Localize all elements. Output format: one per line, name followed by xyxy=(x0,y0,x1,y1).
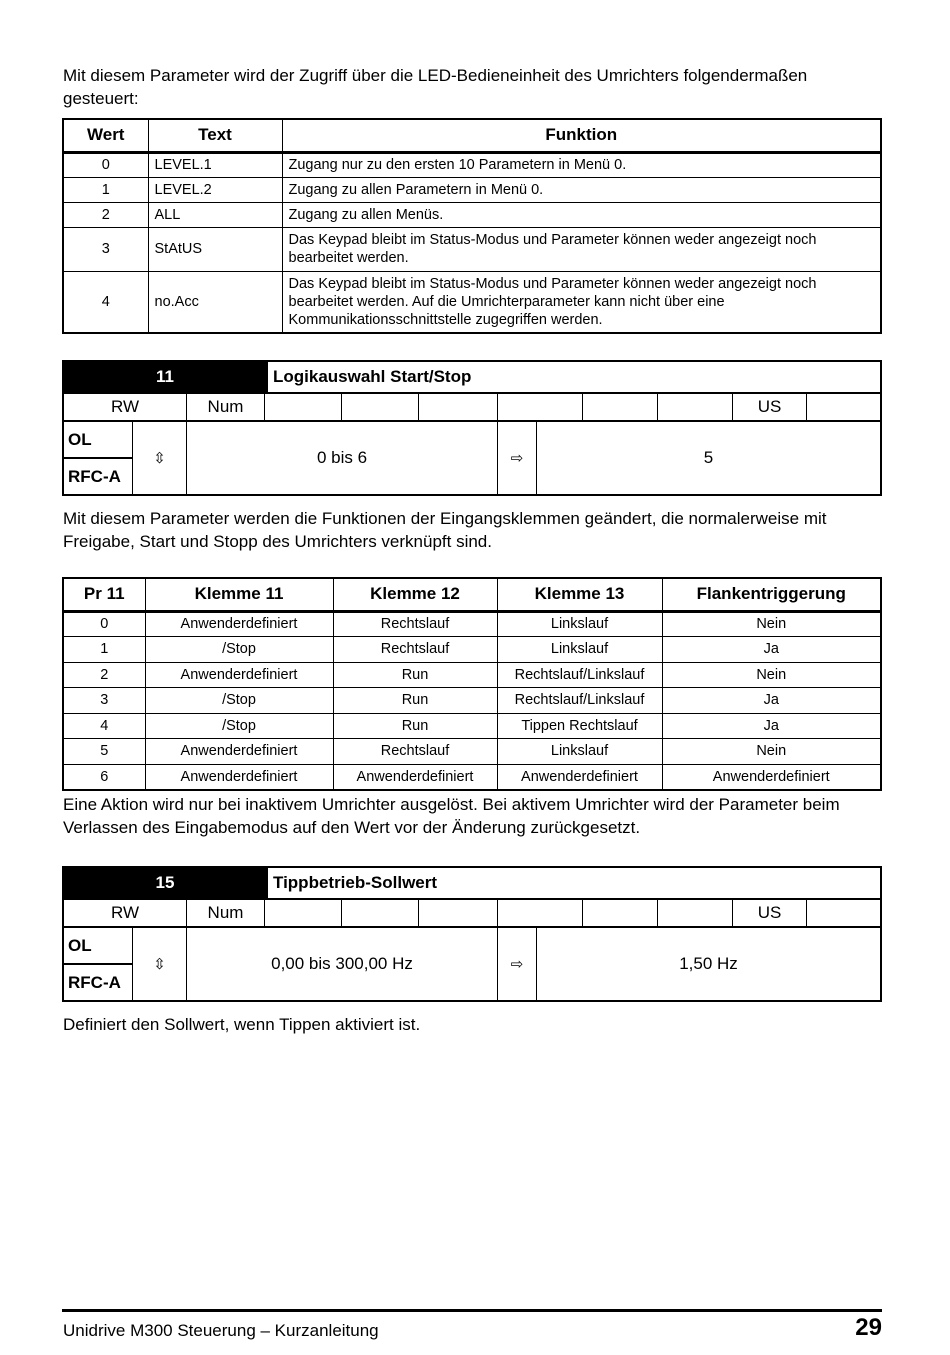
num-flag: Num xyxy=(187,900,265,926)
mode-rfc-a: RFC-A xyxy=(68,972,121,992)
table-cell: 5 xyxy=(63,739,145,765)
rw-flag: RW xyxy=(64,394,187,420)
default-arrow-icon: ⇨ xyxy=(498,422,537,494)
table-cell: Anwenderdefiniert xyxy=(662,764,881,790)
logic-note: Eine Aktion wird nur bei inaktivem Umrichter ausgelöst. Bei aktivem Umrichter wird der Parameter beim Verlassen des Eingabemodus auf den Wert vor der Änderung zurückgesetzt. xyxy=(63,795,840,837)
parameter-number: 15 xyxy=(64,868,266,898)
table-cell: LEVEL.2 xyxy=(148,177,282,202)
table-cell: Rechtslauf xyxy=(333,739,497,765)
table-row xyxy=(63,662,881,688)
table-row xyxy=(63,688,881,714)
column-header: Flankentriggerung xyxy=(662,578,881,611)
table-cell: 0 xyxy=(63,152,148,177)
empty-flag xyxy=(419,394,498,420)
empty-flag xyxy=(807,394,880,420)
table-cell: 6 xyxy=(63,764,145,790)
table-cell: Nein xyxy=(662,662,881,688)
table-cell: Anwenderdefiniert xyxy=(333,764,497,790)
table-row xyxy=(63,227,881,271)
empty-flag xyxy=(342,900,419,926)
table-cell: Anwenderdefiniert xyxy=(145,611,333,637)
table-cell: Ja xyxy=(662,688,881,714)
default-arrow-icon: ⇨ xyxy=(498,928,537,1000)
empty-flag xyxy=(265,900,342,926)
range-value: 0,00 bis 300,00 Hz xyxy=(187,928,498,1000)
table-cell: 1 xyxy=(63,177,148,202)
table-cell: /Stop xyxy=(145,688,333,714)
table-cell: Tippen Rechtslauf xyxy=(497,713,662,739)
table-cell: Das Keypad bleibt im Status-Modus und Parameter können weder angezeigt noch bearbeitet werden. xyxy=(282,227,881,271)
empty-flag xyxy=(419,900,498,926)
start-stop-logic-table xyxy=(62,577,882,791)
mode-rfc-a: RFC-A xyxy=(68,466,121,486)
empty-flag xyxy=(342,394,419,420)
table-cell: Rechtslauf/Linkslauf xyxy=(497,662,662,688)
table-header-row xyxy=(63,119,881,152)
table-cell: 3 xyxy=(63,227,148,271)
table-cell: Linkslauf xyxy=(497,611,662,637)
table-cell: Nein xyxy=(662,611,881,637)
table-cell: ALL xyxy=(148,202,282,227)
mode-column xyxy=(64,928,133,1000)
table-row xyxy=(63,152,881,177)
column-header: Klemme 12 xyxy=(333,578,497,611)
table-cell: Anwenderdefiniert xyxy=(145,662,333,688)
default-value: 5 xyxy=(703,448,714,467)
range-icon: ⇳ xyxy=(133,422,187,494)
table-cell: Rechtslauf xyxy=(333,611,497,637)
empty-flag xyxy=(583,394,658,420)
table-cell: Anwenderdefiniert xyxy=(145,764,333,790)
table-cell: Ja xyxy=(662,637,881,663)
table-row xyxy=(63,202,881,227)
param11-description: Mit diesem Parameter werden die Funktionen der Eingangsklemmen geändert, die normalerweise mit Freigabe, Start und Stopp des Umrichters verknüpft sind. xyxy=(63,509,827,551)
table-cell: Linkslauf xyxy=(497,739,662,765)
access-level-table xyxy=(62,118,882,334)
table-cell: /Stop xyxy=(145,713,333,739)
table-row xyxy=(63,739,881,765)
empty-flag xyxy=(498,900,583,926)
column-header: Funktion xyxy=(282,119,881,152)
empty-flag xyxy=(498,394,583,420)
table-cell: Run xyxy=(333,662,497,688)
table-cell: 2 xyxy=(63,202,148,227)
column-header: Klemme 11 xyxy=(145,578,333,611)
empty-flag xyxy=(807,900,880,926)
footer-divider xyxy=(62,1309,882,1312)
table-cell: Anwenderdefiniert xyxy=(145,739,333,765)
table-row xyxy=(63,177,881,202)
table-cell: no.Acc xyxy=(148,271,282,333)
rw-flag: RW xyxy=(64,900,187,926)
parameter-title: Tippbetrieb-Sollwert xyxy=(266,868,880,898)
table-row xyxy=(63,713,881,739)
default-value: 1,50 Hz xyxy=(679,954,738,973)
table-cell: /Stop xyxy=(145,637,333,663)
range-icon: ⇳ xyxy=(133,928,187,1000)
empty-flag xyxy=(658,394,733,420)
column-header: Pr 11 xyxy=(63,578,145,611)
table-cell: Rechtslauf/Linkslauf xyxy=(497,688,662,714)
num-flag: Num xyxy=(187,394,265,420)
column-header: Wert xyxy=(63,119,148,152)
mode-ol: OL xyxy=(64,422,132,459)
parameter-11-block xyxy=(62,360,882,496)
table-cell: 4 xyxy=(63,713,145,739)
empty-flag xyxy=(583,900,658,926)
table-cell: StAtUS xyxy=(148,227,282,271)
table-header-row xyxy=(63,578,881,611)
param15-description: Definiert den Sollwert, wenn Tippen aktiviert ist. xyxy=(63,1015,421,1034)
column-header: Klemme 13 xyxy=(497,578,662,611)
table-row xyxy=(63,637,881,663)
mode-ol: OL xyxy=(64,928,132,965)
table-cell: Run xyxy=(333,713,497,739)
table-cell: Anwenderdefiniert xyxy=(497,764,662,790)
table-cell: 1 xyxy=(63,637,145,663)
range-value: 0 bis 6 xyxy=(187,422,498,494)
table-cell: Linkslauf xyxy=(497,637,662,663)
table-cell: Zugang zu allen Parametern in Menü 0. xyxy=(282,177,881,202)
table-cell: 2 xyxy=(63,662,145,688)
parameter-number: 11 xyxy=(64,362,266,392)
parameter-title: Logikauswahl Start/Stop xyxy=(266,362,880,392)
table-cell: 0 xyxy=(63,611,145,637)
table-cell: Run xyxy=(333,688,497,714)
table-row xyxy=(63,764,881,790)
table-cell: Rechtslauf xyxy=(333,637,497,663)
intro-text: Mit diesem Parameter wird der Zugriff über die LED-Bedieneinheit des Umrichters folgendermaßen gesteuert: xyxy=(63,66,808,108)
table-cell: Nein xyxy=(662,739,881,765)
table-cell: Zugang nur zu den ersten 10 Parametern in Menü 0. xyxy=(282,152,881,177)
empty-flag xyxy=(658,900,733,926)
table-row xyxy=(63,611,881,637)
table-cell: 3 xyxy=(63,688,145,714)
table-cell: LEVEL.1 xyxy=(148,152,282,177)
us-flag: US xyxy=(733,900,807,926)
table-cell: Ja xyxy=(662,713,881,739)
page-number: 29 xyxy=(855,1314,882,1341)
empty-flag xyxy=(265,394,342,420)
table-cell: Zugang zu allen Menüs. xyxy=(282,202,881,227)
table-cell: 4 xyxy=(63,271,148,333)
mode-column xyxy=(64,422,133,494)
parameter-15-block xyxy=(62,866,882,1002)
us-flag: US xyxy=(733,394,807,420)
footer-title: Unidrive M300 Steuerung – Kurzanleitung xyxy=(63,1321,379,1340)
table-row xyxy=(63,271,881,333)
column-header: Text xyxy=(148,119,282,152)
table-cell: Das Keypad bleibt im Status-Modus und Parameter können weder angezeigt noch bearbeitet werden. Auf die Umrichterparameter kann nicht über eine Kommunikationsschnittstelle zugegriffen werden. xyxy=(282,271,881,333)
